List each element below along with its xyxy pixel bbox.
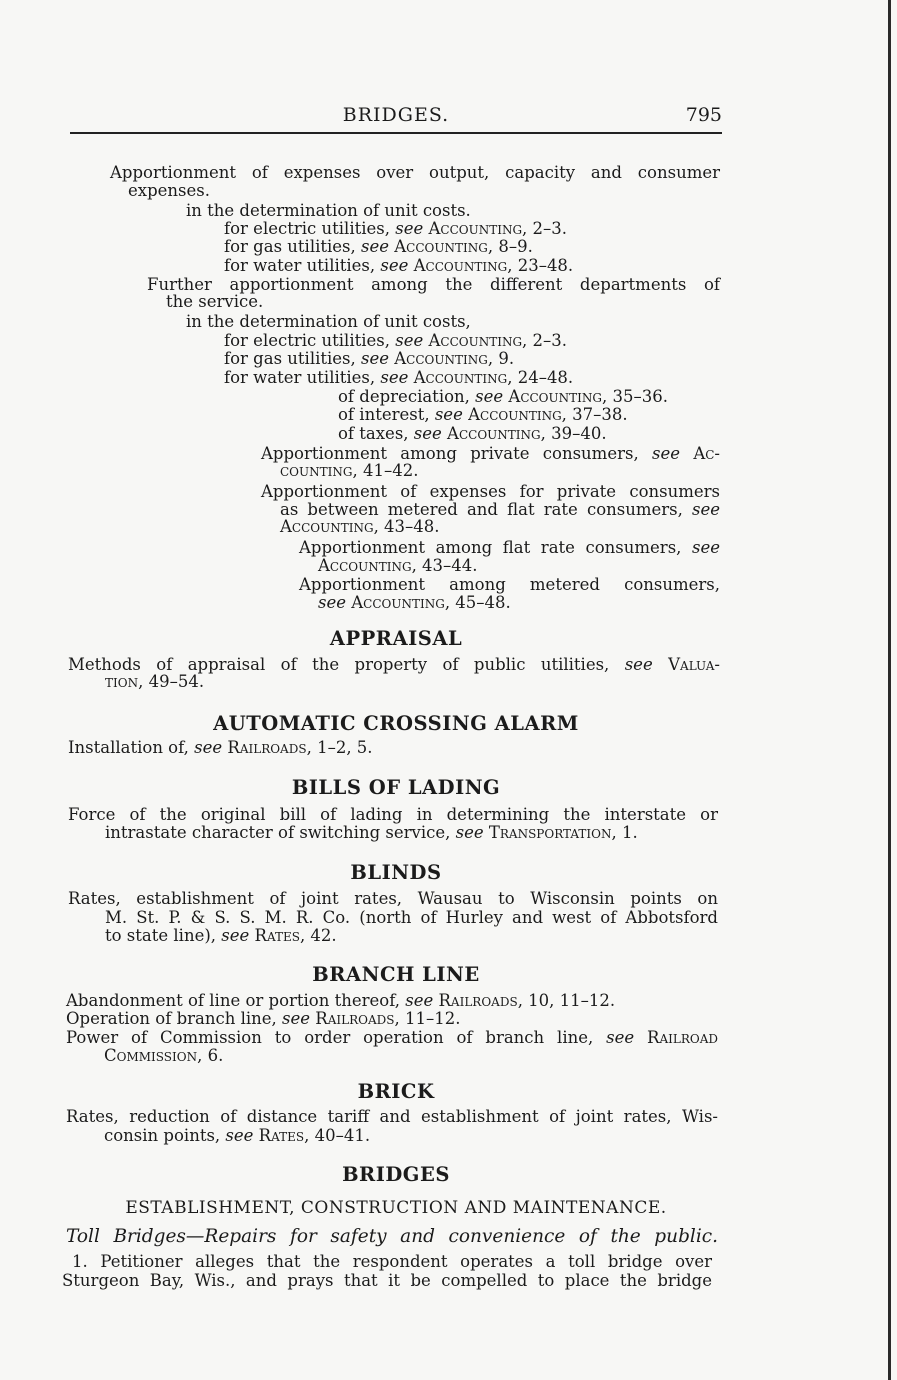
section-heading: APPRAISAL [329, 627, 463, 650]
index-line: in the determination of unit costs, [186, 312, 471, 331]
running-header [70, 104, 722, 134]
index-line: for water utilities, see Accounting, 23–48. [224, 256, 574, 275]
index-line: Apportionment of expenses for private consumers [261, 482, 720, 501]
index-line: Apportionment among private consumers, see Ac- [261, 444, 721, 463]
section-heading: BRANCH LINE [312, 963, 480, 986]
index-line: Commission, 6. [104, 1046, 224, 1065]
index-line: Installation of, see Railroads, 1–2, 5. [68, 738, 373, 757]
subsection-heading: ESTABLISHMENT, CONSTRUCTION AND MAINTENANCE. [125, 1198, 667, 1218]
topic-heading: Toll Bridges—Repairs for safety and convenience of the public. [66, 1226, 718, 1247]
paragraph-line: 1. Petitioner alleges that the respondent operates a toll bridge over [72, 1252, 712, 1271]
section-heading: BRICK [357, 1080, 435, 1103]
index-line: consin points, see Rates, 40–41. [104, 1126, 371, 1145]
index-line: Apportionment among flat rate consumers, see [299, 538, 720, 557]
index-line: of interest, see Accounting, 37–38. [338, 405, 628, 424]
index-line: for electric utilities, see Accounting, 2–3. [224, 331, 568, 350]
index-line: Power of Commission to order operation of branch line, see Railroad [66, 1028, 718, 1047]
index-line: Force of the original bill of lading in determining the interstate or [68, 805, 718, 824]
index-line: Further apportionment among the different departments of [147, 275, 720, 294]
running-title: BRIDGES. [342, 104, 450, 126]
paragraph-line: Sturgeon Bay, Wis., and prays that it be compelled to place the bridge [62, 1271, 712, 1290]
index-line: to state line), see Rates, 42. [105, 926, 337, 945]
index-line: Rates, reduction of distance tariff and establishment of joint rates, Wis- [66, 1107, 718, 1126]
index-line: Methods of appraisal of the property of public utilities, see Valua- [68, 655, 721, 674]
index-line: as between metered and flat rate consumers, see [280, 500, 721, 519]
index-line: of depreciation, see Accounting, 35–36. [338, 387, 668, 406]
page-edge [888, 0, 891, 1380]
section-heading: BRIDGES [342, 1163, 450, 1186]
index-line: for gas utilities, see Accounting, 9. [224, 349, 515, 368]
index-line: Abandonment of line or portion thereof, see Railroads, 10, 11–12. [66, 991, 616, 1010]
index-line: expenses. [128, 181, 210, 200]
index-line: Accounting, 43–48. [280, 517, 440, 536]
page-number: 795 [685, 104, 722, 126]
index-line: see Accounting, 45–48. [318, 593, 511, 612]
index-line: for gas utilities, see Accounting, 8–9. [224, 237, 533, 256]
header-rule [70, 132, 722, 134]
index-line: Rates, establishment of joint rates, Wausau to Wisconsin points on [68, 889, 718, 908]
index-line: Operation of branch line, see Railroads, 11–12. [66, 1009, 461, 1028]
index-line: the service. [166, 292, 264, 311]
index-line: Apportionment among metered consumers, [299, 575, 720, 594]
index-line: intrastate character of switching service, see Transportation, 1. [105, 823, 638, 842]
index-line: for water utilities, see Accounting, 24–48. [224, 368, 574, 387]
index-line: Apportionment of expenses over output, capacity and consumer [110, 163, 720, 182]
index-line: tion, 49–54. [105, 672, 205, 691]
section-heading: BLINDS [350, 861, 442, 884]
index-line: of taxes, see Accounting, 39–40. [338, 424, 607, 443]
index-line: counting, 41–42. [280, 461, 419, 480]
section-heading: BILLS OF LADING [291, 776, 501, 799]
index-line: M. St. P. & S. S. M. R. Co. (north of Hurley and west of Abbotsford [105, 908, 718, 927]
index-line: for electric utilities, see Accounting, 2–3. [224, 219, 568, 238]
section-heading: AUTOMATIC CROSSING ALARM [213, 712, 579, 735]
index-line: in the determination of unit costs. [186, 201, 471, 220]
index-line: Accounting, 43–44. [318, 556, 478, 575]
